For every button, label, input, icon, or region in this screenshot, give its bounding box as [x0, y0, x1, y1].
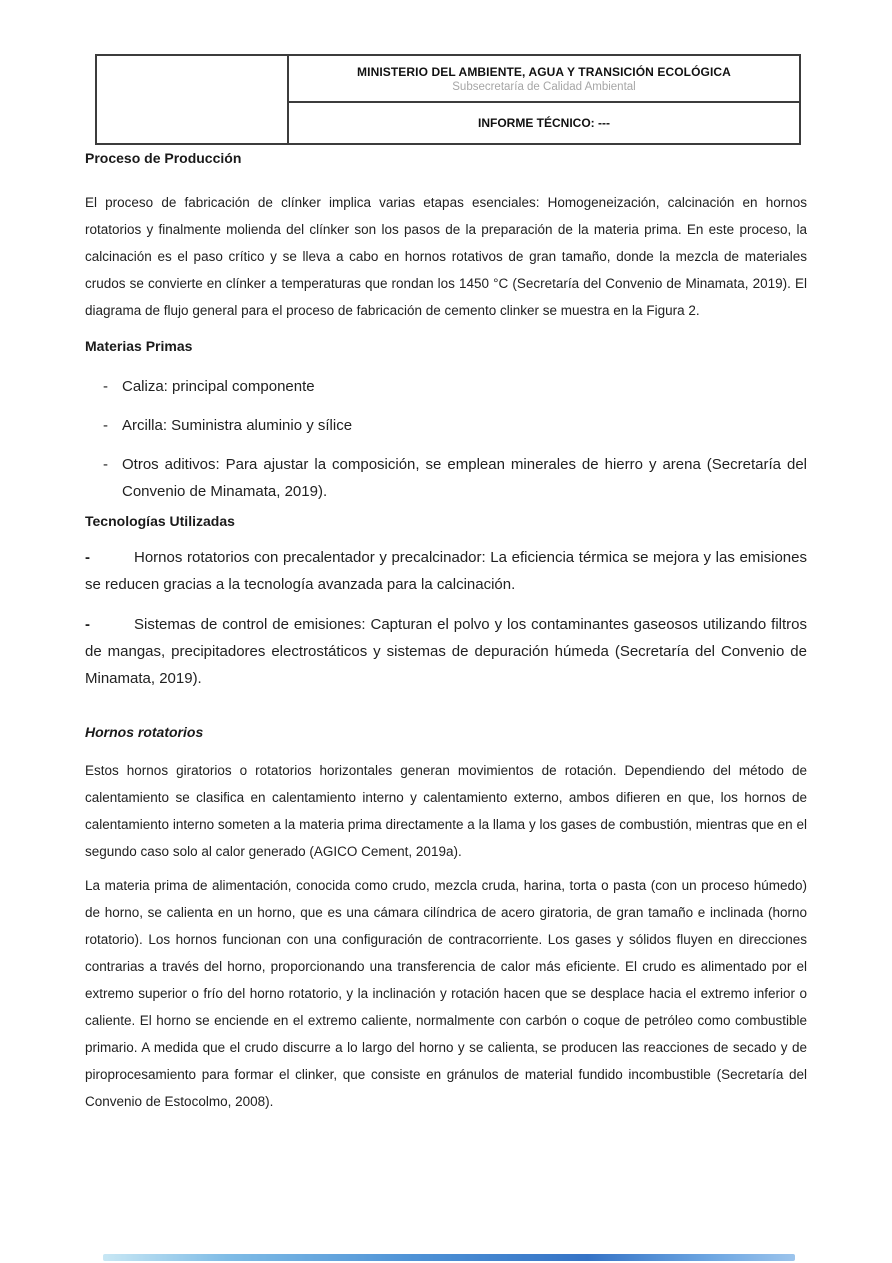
materias-list — [85, 373, 807, 505]
ministry-title: MINISTERIO DEL AMBIENTE, AGUA Y TRANSICIÓN ECOLÓGICA — [357, 64, 731, 79]
paragraph-proceso: El proceso de fabricación de clínker implica varias etapas esenciales: Homogeneización, calcinación en hornos rotatorios y finalmente molienda del clínker son los pasos de la preparación de la materia prima. En este proceso, la calcinación es el paso crítico y se lleva a cabo en hornos rotativos de gran tamaño, donde la mezcla de materiales crudos se convierte en clínker a temperaturas que rondan los 1450 °C (Secretaría del Convenio de Minamata, 2019). El diagrama de flujo general para el proceso de fabricación de cemento clinker se muestra en la Figura 2. — [85, 195, 807, 318]
section-heading-tecnologias: Tecnologías Utilizadas — [85, 513, 235, 529]
paragraph-text: Sistemas de control de emisiones: Capturan el polvo y los contaminantes gaseosos utilizando filtros de mangas, precipitadores electrostáticos y sistemas de depuración húmeda (Secretaría del Convenio de Minamata, 2019). — [85, 616, 807, 687]
paragraph-hornos-1: Estos hornos giratorios o rotatorios horizontales generan movimientos de rotación. Dependiendo del método de calentamiento se clasifica en calentamiento interno y calentamiento externo, ambos difieren en que, los hornos de calentamiento interno someten a la materia prima directamente a la llama y los gases de combustión, mientras que en el segundo caso solo al calor generado (AGICO Cement, 2019a). — [85, 763, 807, 859]
logo-cell — [96, 55, 288, 144]
list-marker: - — [103, 378, 108, 395]
section-heading-materias: Materias Primas — [85, 338, 193, 354]
header-title-cell — [288, 55, 800, 102]
footer-gradient-bar — [103, 1254, 795, 1261]
informe-tecnico-cell: INFORME TÉCNICO: --- — [288, 102, 800, 144]
list-marker: - — [103, 456, 108, 473]
list-item-text: Caliza: principal componente — [122, 378, 315, 395]
list-item — [85, 451, 807, 505]
paragraph-tecnologia-hornos — [85, 544, 807, 598]
paragraph-text: Hornos rotatorios con precalentador y precalcinador: La eficiencia térmica se mejora y las emisiones se reducen gracias a la tecnología avanzada para la calcinación. — [85, 549, 807, 593]
header-table — [95, 54, 801, 145]
section-heading-proceso: Proceso de Producción — [85, 150, 242, 166]
section-heading-hornos-rotatorios: Hornos rotatorios — [85, 724, 204, 740]
paragraph-hornos-2: La materia prima de alimentación, conocida como crudo, mezcla cruda, harina, torta o pasta (con un proceso húmedo) de horno, se calienta en un horno, que es una cámara cilíndrica de acero giratoria, de gran tamaño e inclinada (horno rotatorio). Los hornos funcionan con una configuración de contracorriente. Los gases y sólidos fluyen en direcciones contrarias a través del horno, proporcionando una transferencia de calor más eficiente. El crudo es alimentado por el extremo superior o frío del horno rotatorio, y la inclinación y rotación hacen que se desplace hacia el extremo inferior o caliente. El horno se enciende en el extremo caliente, normalmente con carbón o coque de petróleo como combustible primario. A medida que el crudo discurre a lo largo del horno y se calienta, se producen las reacciones de secado y de piroprocesamiento para formar el clinker, que consiste en gránulos de material fundido incombustible (Secretaría del Convenio de Estocolmo, 2008). — [85, 878, 807, 1109]
dash-marker: - — [85, 616, 90, 633]
list-item-text: Otros aditivos: Para ajustar la composición, se emplean minerales de hierro y arena (Secretaría del Convenio de Minamata, 2019). — [122, 456, 807, 500]
list-item — [85, 373, 807, 400]
list-item-text: Arcilla: Suministra aluminio y sílice — [122, 417, 353, 434]
dash-marker: - — [85, 549, 90, 566]
list-marker: - — [103, 417, 108, 434]
list-item — [85, 412, 807, 439]
subsecretaria-subtitle: Subsecretaría de Calidad Ambiental — [452, 80, 636, 93]
document-body — [85, 150, 807, 1115]
paragraph-tecnologia-emisiones — [85, 611, 807, 692]
